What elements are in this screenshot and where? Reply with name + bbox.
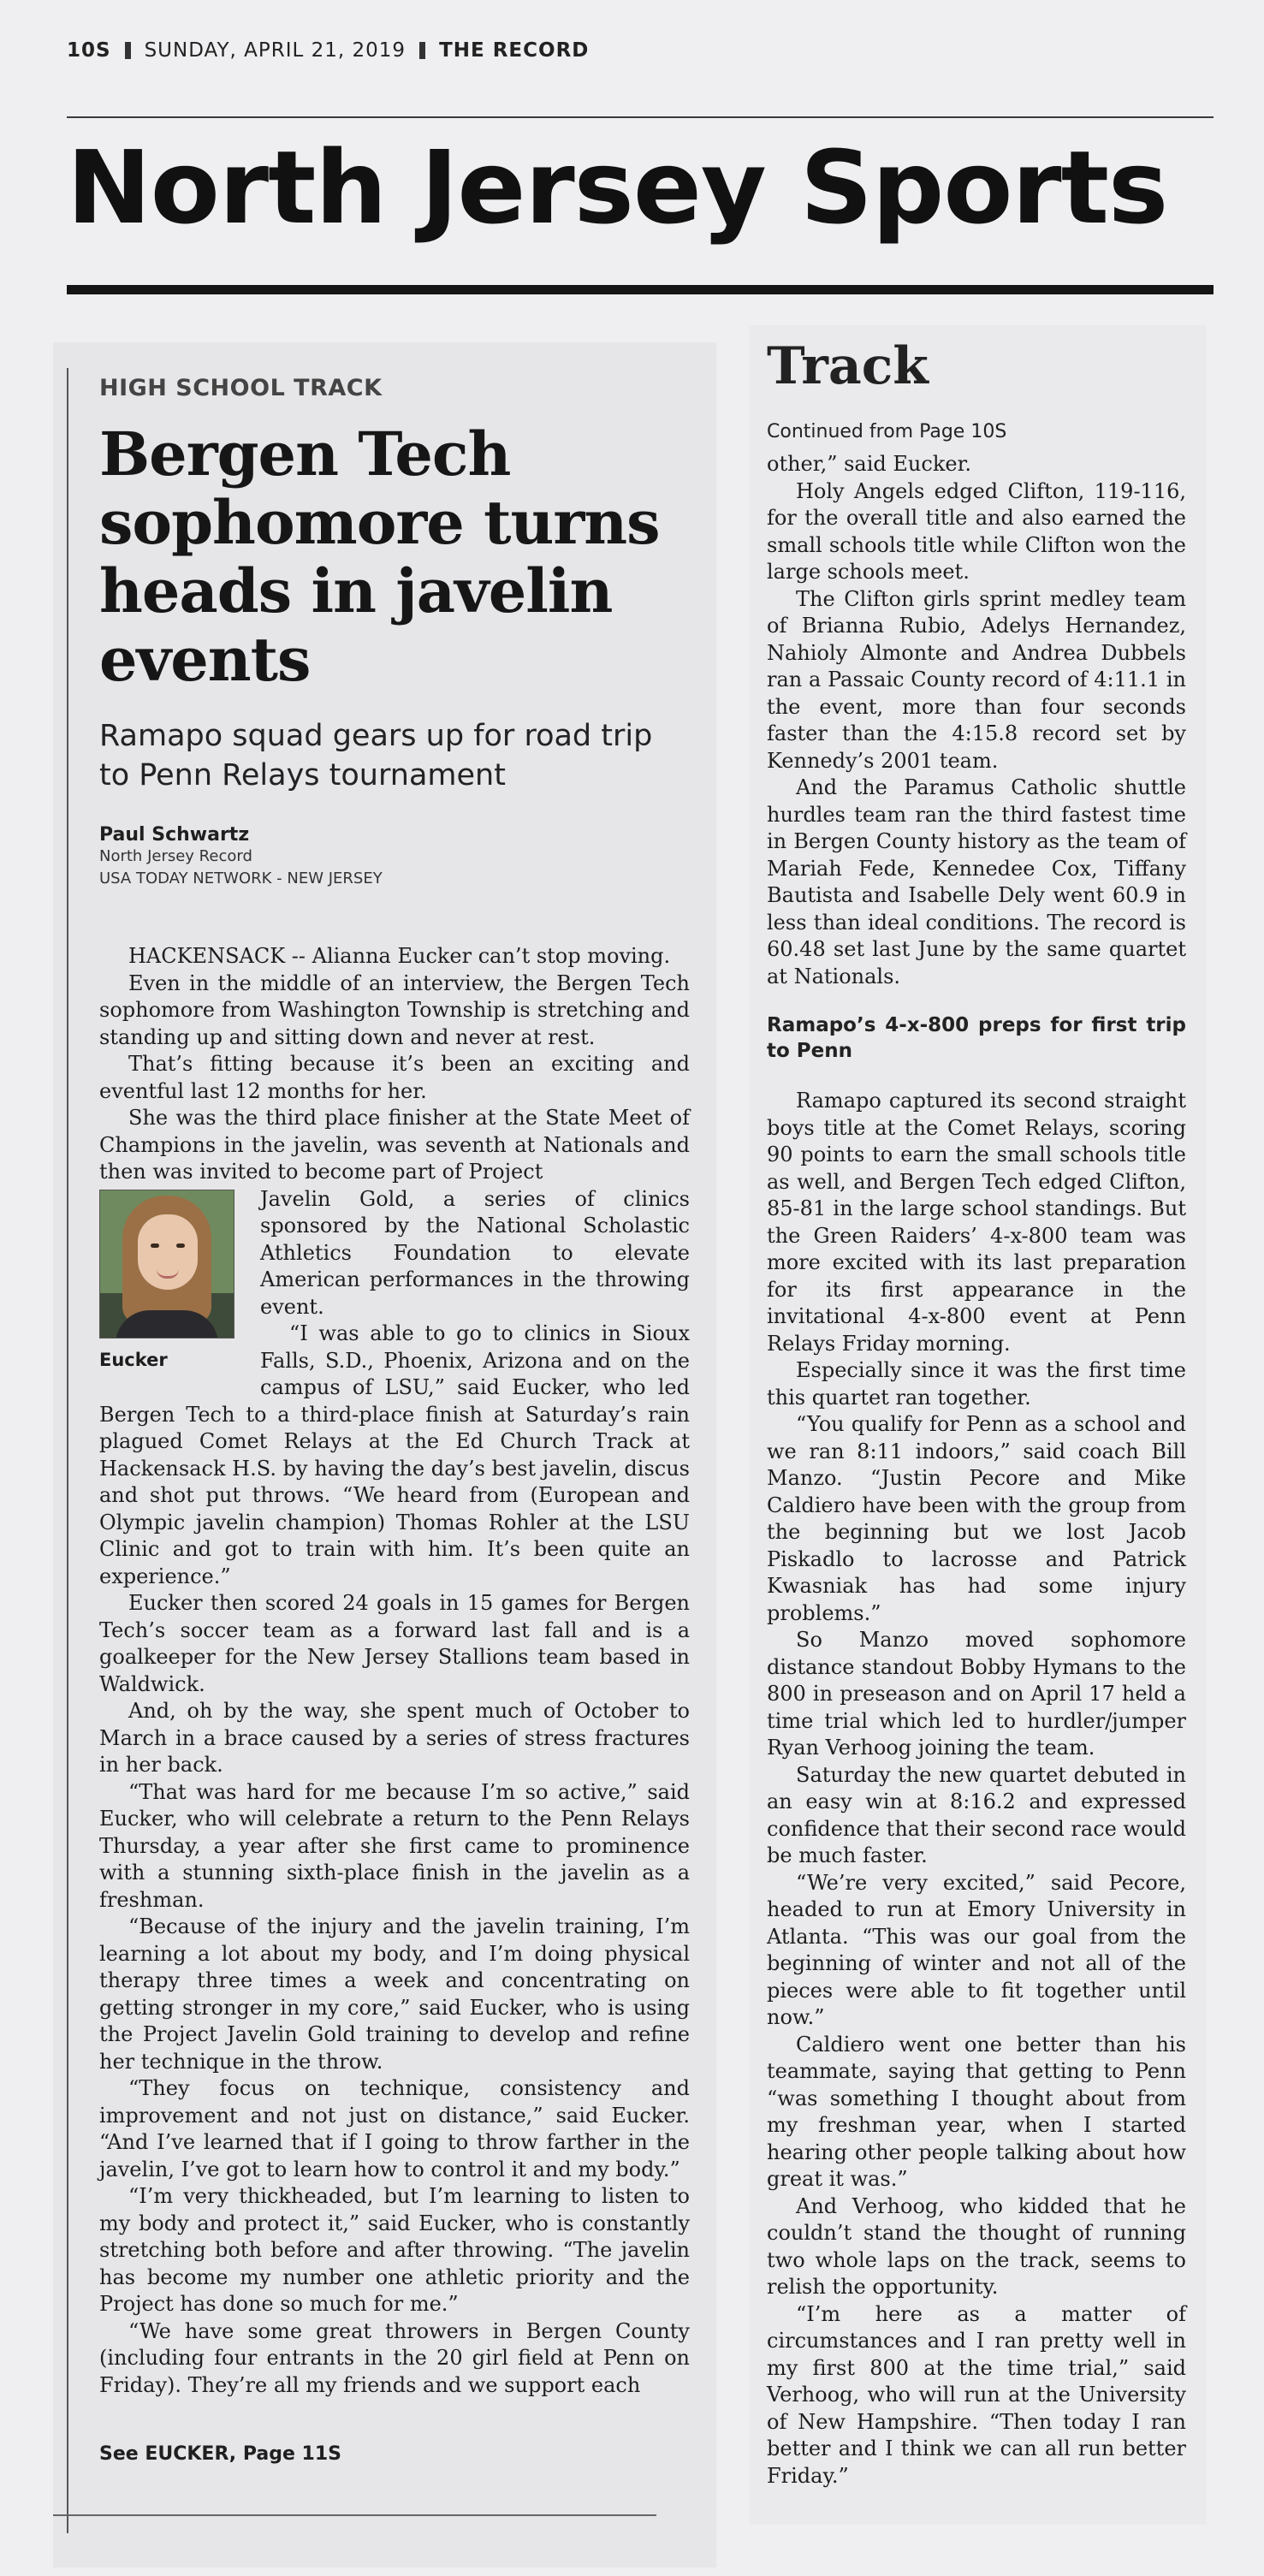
continued-from-line: Continued from Page 10S [767, 421, 1007, 442]
body-paragraph: Even in the middle of an interview, the Bergen Tech sophomore from Washington Township is stretching and standing up and sitting down and never at rest. [99, 970, 690, 1049]
masthead-rule [67, 285, 1214, 294]
article-body [99, 943, 690, 2399]
folio-separator [125, 42, 131, 59]
body-paragraph: “That was hard for me because I’m so active,” said Eucker, who will celebrate a return to the Penn Relays Thursday, a year after she first came to prominence with a stunning sixth-place finish in the javelin as a freshman. [99, 1779, 690, 1912]
article-kicker: HIGH SCHOOL TRACK [99, 375, 383, 401]
continuation-body [767, 451, 1186, 2490]
subheading: Ramapo’s 4-x-800 preps for first trip to Penn [767, 1014, 1186, 1062]
folio-line [67, 39, 589, 62]
body-paragraph: “You qualify for Penn as a school and we ran 8:11 indoors,” said coach Bill Manzo. “Justin Pecore and Mike Caldiero have been with the group from the beginning but we lost Jacob Piskadlo to lacrosse and Patrick Kwasniak has had some injury problems.” [767, 1412, 1186, 1625]
body-paragraph: Holy Angels edged Clifton, 119-116, for the overall title and also earned the small schools title while Clifton won the large schools meet. [767, 478, 1186, 584]
body-paragraph: Javelin Gold, a series of clinics sponsored by the National Scholastic Athletics Foundation to elevate American performances in the throwing event. [260, 1186, 690, 1319]
folio-separator [419, 42, 425, 59]
issue-date: SUNDAY, APRIL 21, 2019 [144, 39, 406, 62]
body-paragraph: That’s fitting because it’s been an exciting and eventful last 12 months for her. [99, 1052, 690, 1103]
section-masthead: North Jersey Sports [67, 128, 1168, 246]
jump-line: See EUCKER, Page 11S [99, 2443, 341, 2465]
top-rule [67, 116, 1214, 118]
body-paragraph: other,” said Eucker. [767, 452, 972, 476]
bottom-rule [53, 2514, 656, 2516]
byline-name: Paul Schwartz [99, 824, 250, 846]
body-paragraph: Especially since it was the first time this quartet ran together. [767, 1358, 1186, 1410]
body-paragraph: “We have some great throwers in Bergen County (including four entrants in the 20 girl field at Penn on Friday). They’re all my friends and we support each [99, 2318, 690, 2397]
article-headline: Bergen Tech sophomore turns heads in javelin events [99, 418, 660, 695]
newspaper-name: THE RECORD [439, 39, 590, 62]
main-article [67, 368, 690, 2533]
body-paragraph: HACKENSACK -- Alianna Eucker can’t stop moving. [128, 944, 671, 968]
body-paragraph: “I’m very thickheaded, but I’m learning to listen to my body and protect it,” said Eucker, who is constantly stretching both before and after throwing. “The javelin has become my number one athletic priority and the Project has done so much for me.” [99, 2184, 690, 2316]
byline-network: USA TODAY NETWORK - NEW JERSEY [99, 870, 383, 887]
body-before-photo [99, 943, 690, 1186]
byline-org: North Jersey Record [99, 847, 252, 865]
body-paragraph: Eucker then scored 24 goals in 15 games for Bergen Tech’s soccer team as a forward last fall and is a goalkeeper for the New Jersey Stallions team based in Waldwick. [99, 1591, 690, 1696]
body-paragraph: And the Paramus Catholic shuttle hurdles team ran the third fastest time in Bergen County history as the team of Mariah Fede, Kennedee Cox, Tiffany Bautista and Isabelle Dely went 60.9 in less than ideal conditions. The record is 60.48 set last June by the same quartet at Nationals. [767, 775, 1186, 988]
body-paragraph: Saturday the new quartet debuted in an easy win at 8:16.2 and expressed confidence that their second race would be much faster. [767, 1762, 1186, 1867]
body-paragraph: “I’m here as a matter of circumstances and I ran pretty well in my first 800 at the time trial,” said Verhoog, who will run at the University of New Hampshire. “Then today I ran better and I think we can all run better Friday.” [767, 2301, 1186, 2488]
body-paragraph: So Manzo moved sophomore distance standout Bobby Hymans to the 800 in preseason and on April 17 held a time trial which led to hurdler/jumper Ryan Verhoog joining the team. [767, 1628, 1186, 1760]
headshot-photo-block [99, 1190, 245, 1374]
body-paragraph: “We’re very excited,” said Pecore, headed to run at Emory University in Atlanta. “This was our goal from the beginning of winter and not all of the pieces were able to fit together until now.” [767, 1870, 1186, 2029]
headshot-photo [99, 1190, 234, 1338]
body-paragraph: Ramapo captured its second straight boys title at the Comet Relays, scoring 90 points to earn the small schools title as well, and Bergen Tech edged Clifton, 85-81 in the large school standings. But the Green Raiders’ 4-x-800 team was more excited with its last preparation for its first appearance in the invitational 4-x-800 event at Penn Relays Friday morning. [767, 1089, 1186, 1356]
continuation-column [767, 336, 1186, 2490]
body-paragraph: “I was able to go to clinics in Sioux Falls, S.D., Phoenix, Arizona and on the campus of LSU,” said Eucker, who led Bergen Tech to a third-place finish at Saturday’s rain plagued Comet Relays at the Ed Church Track at Hackensack H.S. by having the day’s best javelin, discus and shot put throws. “We heard from (European and Olympic javelin champion) Thomas Rohler at the LSU Clinic and got to train with him. It’s been quite an experience.” [99, 1321, 690, 1588]
body-paragraph: Caldiero went one better than his teammate, saying that getting to Penn “was something I thought about from my freshman year, when I started hearing other people talking about how great it was.” [767, 2032, 1186, 2191]
body-paragraph: “Because of the injury and the javelin training, I’m learning a lot about my body, and I’m doing physical therapy three times a week and concentrating on getting stronger in my core,” said Eucker, who is using the Project Javelin Gold training to develop and refine her technique in the throw. [99, 1914, 690, 2074]
body-paragraph: She was the third place finisher at the State Meet of Champions in the javelin, was seventh at Nationals and then was invited to become part of Project [99, 1106, 690, 1184]
photo-caption: Eucker [99, 1349, 168, 1370]
body-paragraph: “They focus on technique, consistency and improvement and not just on distance,” said Eucker. “And I’ve learned that if I going to throw farther in the javelin, I’ve got to learn how to control it and my body.” [99, 2076, 690, 2181]
body-paragraph: The Clifton girls sprint medley team of Brianna Rubio, Adelys Hernandez, Nahioly Almonte and Andrea Dubbels ran a Passaic County record of 4:11.1 in the event, more than four seconds faster than the 4:15.8 record set by Kennedy’s 2001 team. [767, 586, 1186, 773]
jump-headline: Track [767, 336, 929, 396]
body-paragraph: And, oh by the way, she spent much of October to March in a brace caused by a series of stress fractures in her back. [99, 1699, 690, 1777]
page-number: 10S [67, 39, 111, 62]
body-paragraph: And Verhoog, who kidded that he couldn’t stand the thought of running two whole laps on the track, seems to relish the opportunity. [767, 2193, 1186, 2299]
article-deck: Ramapo squad gears up for road trip to Penn Relays tournament [99, 719, 653, 792]
